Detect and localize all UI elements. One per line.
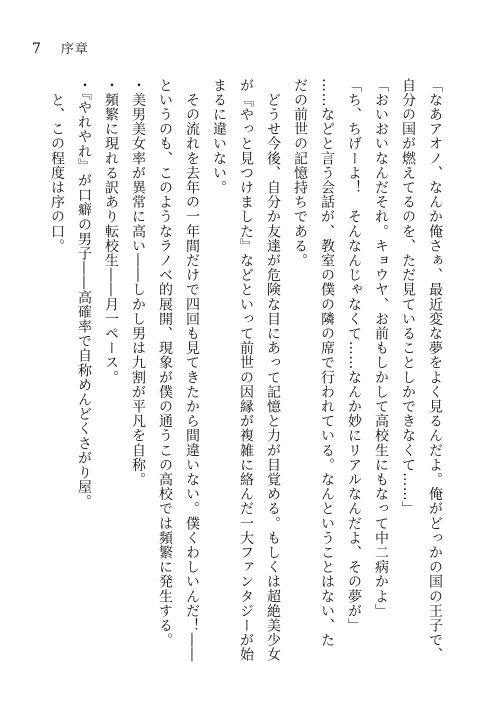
page-header xyxy=(32,38,89,57)
text-line: ……などと言う会話が、教室の僕の隣の席で行われている。なんということはない、た xyxy=(319,78,335,648)
text-line: と、この程度は序の口。 xyxy=(49,78,65,254)
text-line: 自分の国が燃えてるのを、ただ見ていることしかできなくて……」 xyxy=(400,78,416,516)
text-line: ・美男美女率が異常に高い――しかし男は九割が平凡を自称。 xyxy=(130,78,146,487)
chapter-title: 序章 xyxy=(60,42,89,57)
text-line: ・『やれやれ』が口癖の男子――高確率で自称めんどくさがり屋。 xyxy=(76,78,92,509)
text-line: というのも、このようなラノベ的展開、現象が僕の通うこの高校では頻繁に発生する。 xyxy=(157,78,173,648)
text-line: その流れを去年の一年間だけで四回も見てきたから間違いない。僕くわしいんだ！―― xyxy=(184,78,200,662)
text-line: が『やっと見つけました』などといって前世の因縁が複雑に絡んだ一大ファンタジーが始 xyxy=(238,78,254,662)
vertical-body-text xyxy=(43,78,448,678)
text-line: 「おいおいなんだそれ。キョウヤ、お前もしかして高校生にもなって中二病かよ」 xyxy=(373,78,389,619)
text-line: 「ち、ちげーよ！ そんなんじゃなくて……なんか妙にリアルなんだよ、その夢が」 xyxy=(346,78,362,633)
text-line: 「なあアオノ、なんか俺さぁ、最近変な夢をよく見るんだよ。俺がどっかの国の王子で、 xyxy=(427,78,443,662)
page-number: 7 xyxy=(32,41,41,57)
text-line: だの前世の記憶持ちである。 xyxy=(292,78,308,268)
text-line: まるに違いない。 xyxy=(211,78,227,195)
text-line: ・頻繁に現れる訳あり転校生――月一ペース。 xyxy=(103,78,119,385)
text-line: どうせ今後、自分か友達が危険な目にあって記憶と力が目覚める。もしくは超絶美少女 xyxy=(265,78,281,662)
